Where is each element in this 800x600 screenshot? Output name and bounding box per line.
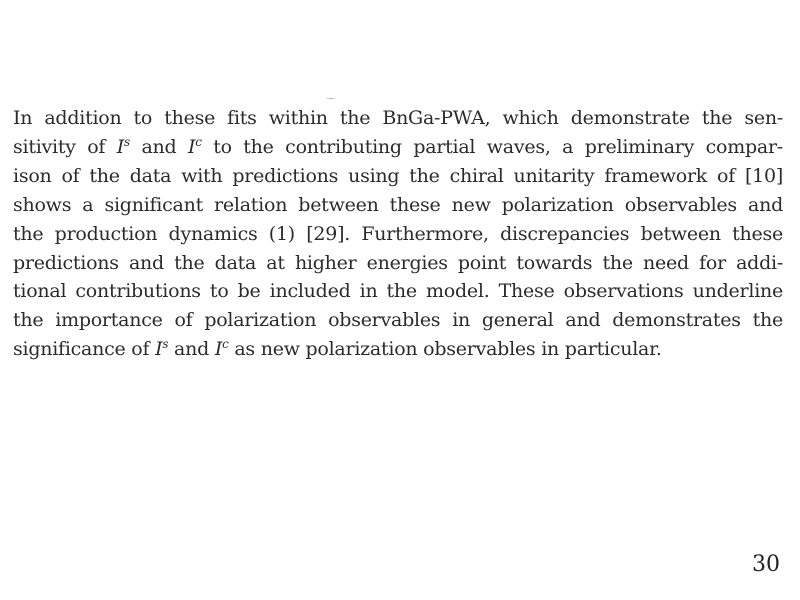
symbol-i: I — [116, 135, 124, 158]
scan-artifact-mark — [327, 98, 334, 99]
paragraph-line-1: In addition to these fits within the BnGa-PWA, which demonstrate the sen- — [13, 107, 783, 129]
superscript-c: c — [195, 134, 202, 149]
body-paragraph — [13, 104, 783, 364]
symbol-i: I — [214, 338, 223, 361]
paragraph-line-9 — [13, 335, 783, 364]
symbol-i: I — [187, 135, 196, 158]
paragraph-line-3: ison of the data with predictions using the chiral unitarity framework of [10] — [13, 164, 783, 187]
paragraph-line-5: the production dynamics (1) [29]. Furthermore, discrepancies between these — [13, 222, 783, 245]
line-2-mid: and — [129, 135, 188, 158]
paragraph-line-8: the importance of polarization observables in general and demonstrates the — [13, 309, 783, 332]
line-9-mid: and — [168, 338, 215, 361]
paragraph-line-4: shows a significant relation between these new polarization observables and — [13, 193, 783, 216]
line-2-pre: sitivity of — [13, 135, 117, 158]
paragraph-line-2 — [13, 133, 783, 162]
line-9-post: as new polarization observables in particular. — [228, 338, 662, 361]
paragraph-line-6: predictions and the data at higher energies point towards the need for addi- — [13, 251, 783, 274]
page-number: 30 — [752, 552, 780, 577]
superscript-c: c — [222, 337, 229, 352]
superscript-s: s — [162, 337, 169, 352]
line-2-post: to the contributing partial waves, a preliminary compar- — [201, 135, 783, 158]
superscript-s: s — [124, 134, 130, 149]
paragraph-line-7: tional contributions to be included in the model. These observations underline — [13, 280, 783, 303]
symbol-i: I — [155, 338, 163, 361]
line-9-pre: significance of — [13, 338, 156, 361]
